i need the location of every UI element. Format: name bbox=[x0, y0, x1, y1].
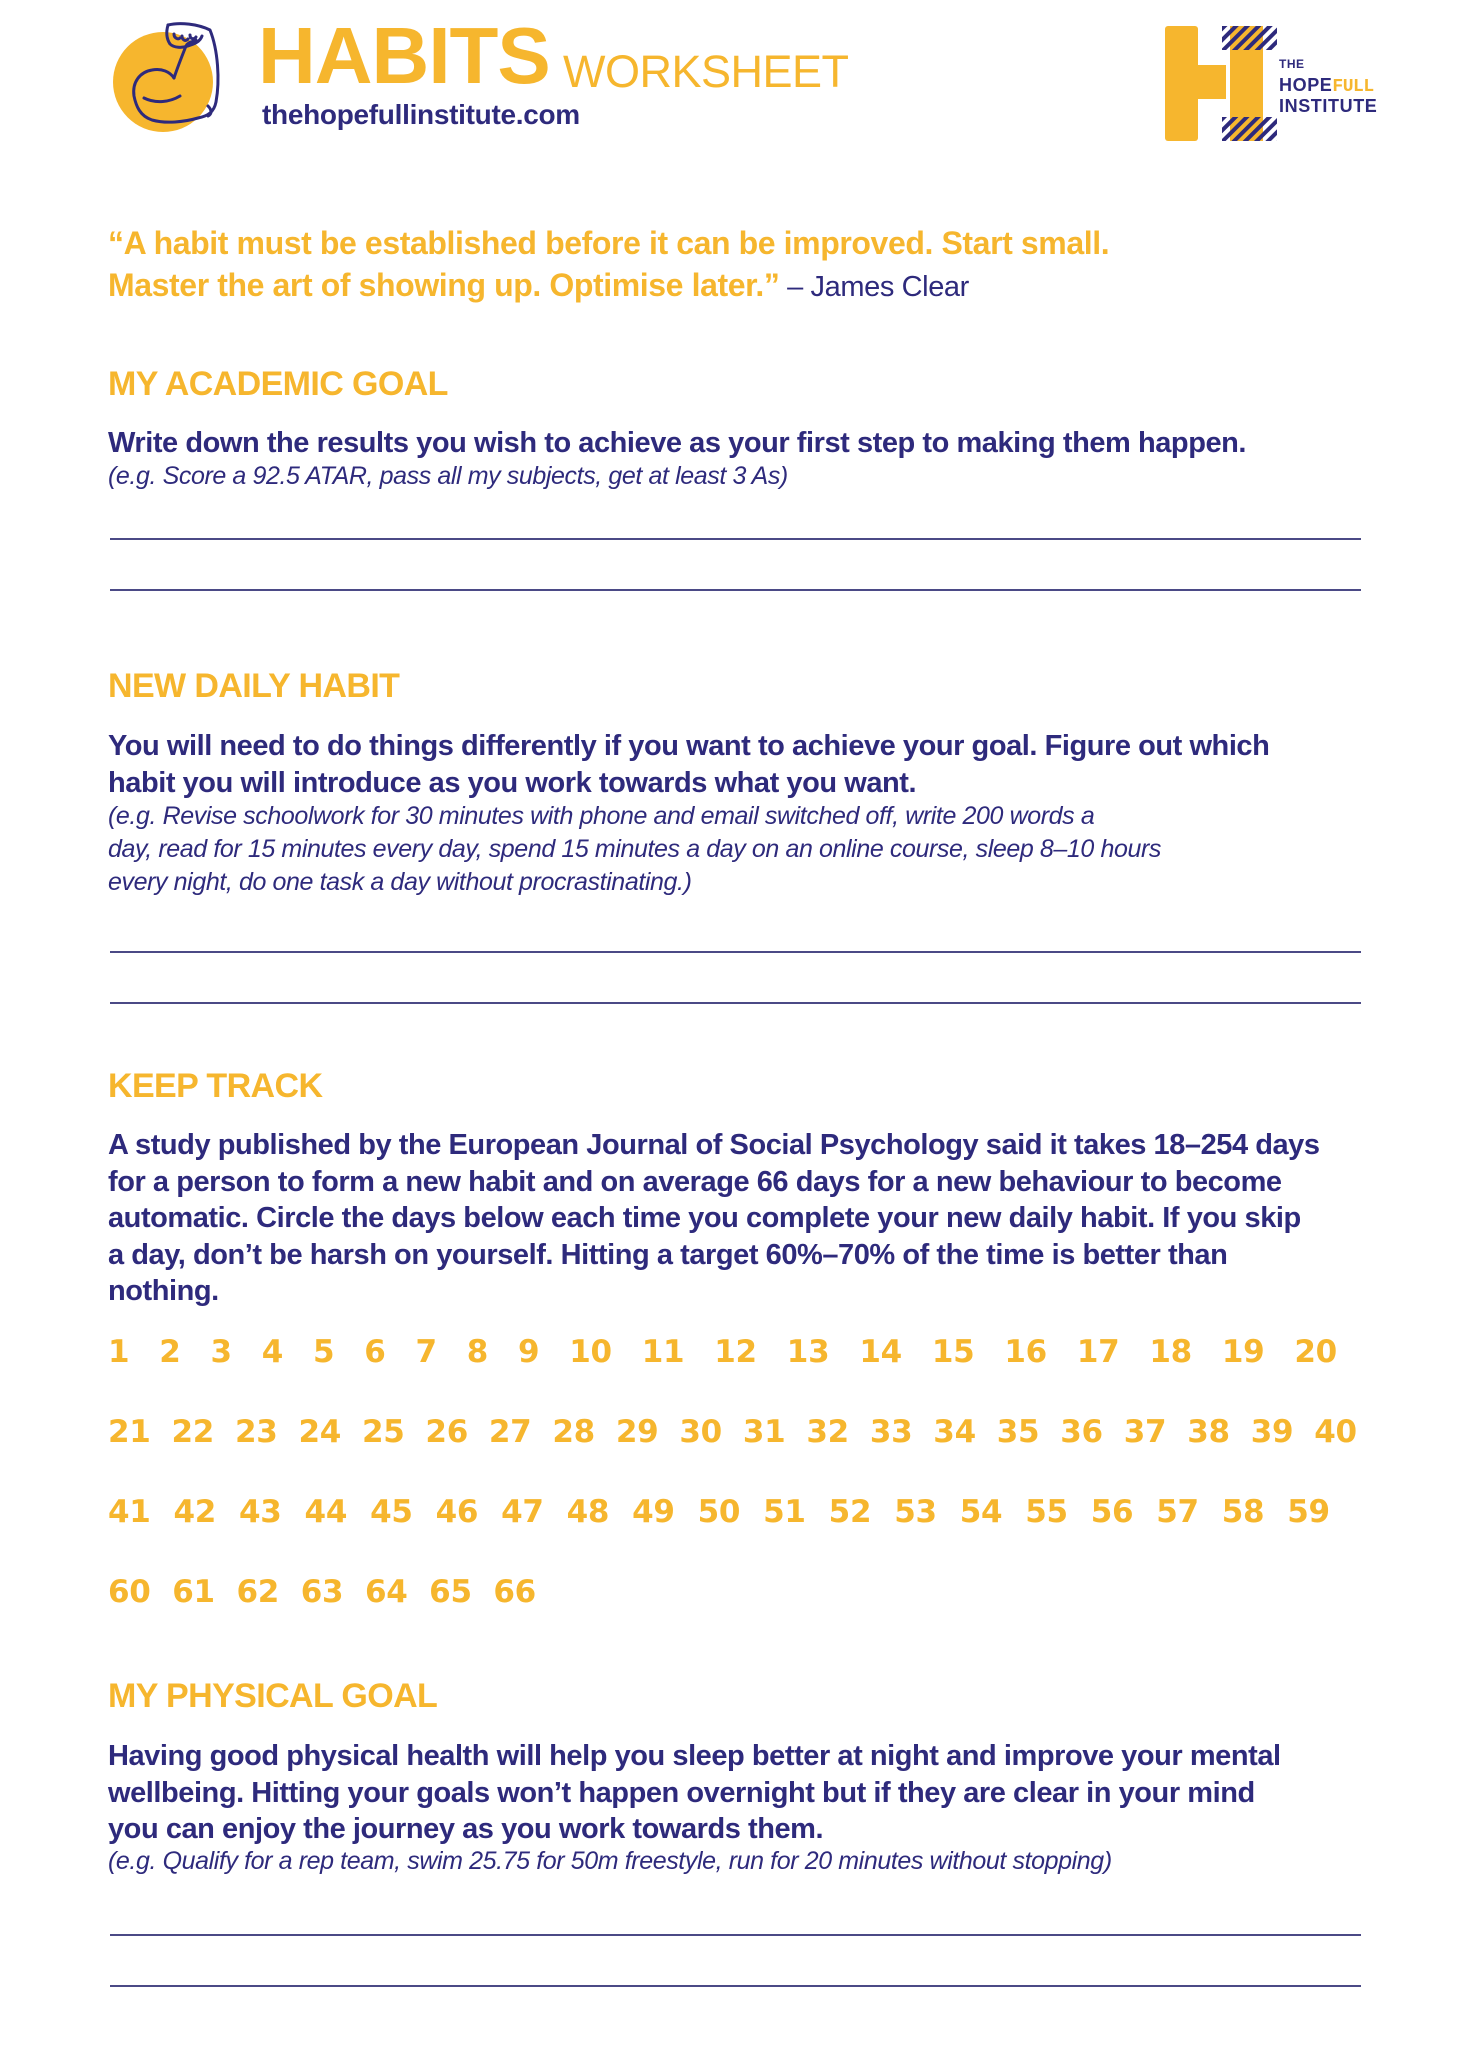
physical-goal-answer-line-1[interactable] bbox=[110, 1934, 1361, 1936]
day-number[interactable]: 18 bbox=[1149, 1334, 1192, 1370]
brand-line-institute: INSTITUTE bbox=[1279, 96, 1378, 116]
day-number[interactable]: 5 bbox=[313, 1334, 335, 1370]
day-number[interactable]: 17 bbox=[1076, 1334, 1120, 1370]
day-number[interactable]: 43 bbox=[239, 1494, 282, 1530]
day-number[interactable]: 34 bbox=[933, 1414, 976, 1450]
day-number[interactable]: 53 bbox=[894, 1494, 937, 1530]
day-number[interactable]: 21 bbox=[108, 1414, 151, 1450]
day-number[interactable]: 24 bbox=[298, 1414, 341, 1450]
day-number[interactable]: 46 bbox=[435, 1494, 479, 1530]
quote bbox=[108, 222, 1408, 308]
daily-habit-example bbox=[108, 800, 1448, 899]
day-number[interactable]: 44 bbox=[304, 1494, 348, 1530]
day-number[interactable]: 64 bbox=[364, 1574, 408, 1610]
day-number[interactable]: 10 bbox=[569, 1334, 612, 1370]
academic-goal-description: Write down the results you wish to achieve as your first step to making them happen. bbox=[108, 427, 1247, 459]
day-number[interactable]: 33 bbox=[869, 1414, 913, 1450]
day-number[interactable]: 35 bbox=[996, 1414, 1040, 1450]
keep-track-description-line: A study published by the European Journal of Social Psychology said it takes 18–254 days bbox=[108, 1129, 1320, 1161]
physical-goal-description-line: wellbeing. Hitting your goals won’t happen overnight but if they are clear in your mind bbox=[108, 1776, 1255, 1809]
day-number[interactable]: 45 bbox=[370, 1494, 413, 1530]
day-number[interactable]: 63 bbox=[300, 1574, 344, 1610]
day-number[interactable]: 38 bbox=[1187, 1414, 1230, 1450]
keep-track-heading: KEEP TRACK bbox=[108, 1067, 323, 1105]
worksheet-title: HABITS bbox=[258, 11, 550, 100]
day-number[interactable]: 57 bbox=[1156, 1494, 1199, 1530]
day-number[interactable]: 26 bbox=[425, 1414, 468, 1450]
day-tracker-row bbox=[108, 1494, 1330, 1530]
day-number[interactable]: 39 bbox=[1250, 1414, 1294, 1450]
day-number[interactable]: 58 bbox=[1221, 1494, 1265, 1530]
day-number[interactable]: 1 bbox=[108, 1334, 130, 1370]
academic-goal-heading: MY ACADEMIC GOAL bbox=[108, 365, 448, 403]
day-tracker-row bbox=[108, 1574, 536, 1610]
brand-hope-text: HOPE bbox=[1279, 75, 1333, 95]
quote-text-2: Master the art of showing up. Optimise later.” bbox=[108, 267, 780, 303]
physical-goal-example: (e.g. Qualify for a rep team, swim 25.75 for 50m freestyle, run for 20 minutes without stopping) bbox=[108, 1847, 1112, 1875]
daily-habit-heading: NEW DAILY HABIT bbox=[108, 667, 400, 705]
day-number[interactable]: 65 bbox=[429, 1574, 472, 1610]
day-number[interactable]: 9 bbox=[518, 1334, 540, 1370]
academic-goal-answer-line-1[interactable] bbox=[110, 538, 1361, 540]
keep-track-description-line: nothing. bbox=[108, 1275, 219, 1307]
academic-goal-example: (e.g. Score a 92.5 ATAR, pass all my subjects, get at least 3 As) bbox=[108, 462, 788, 490]
daily-habit-answer-line-2[interactable] bbox=[110, 1002, 1361, 1004]
daily-habit-description-line: habit you will introduce as you work towards what you want. bbox=[108, 766, 917, 799]
day-number[interactable]: 11 bbox=[641, 1334, 685, 1370]
day-number[interactable]: 66 bbox=[493, 1574, 536, 1610]
daily-habit-example-line: every night, do one task a day without procrastinating.) bbox=[108, 868, 692, 896]
day-tracker-row bbox=[108, 1414, 1357, 1450]
day-number[interactable]: 42 bbox=[173, 1494, 217, 1530]
day-number[interactable]: 51 bbox=[763, 1494, 806, 1530]
brand-line-hopefull bbox=[1279, 76, 1377, 96]
flexed-arm-icon bbox=[108, 20, 248, 140]
day-number[interactable]: 41 bbox=[108, 1494, 151, 1530]
worksheet-subtitle: WORKSHEET bbox=[563, 46, 849, 97]
daily-habit-example-line: (e.g. Revise schoolwork for 30 minutes with phone and email switched off, write 200 words a bbox=[108, 802, 1095, 830]
day-number[interactable]: 25 bbox=[361, 1414, 405, 1450]
day-number[interactable]: 19 bbox=[1221, 1334, 1265, 1370]
day-number[interactable]: 2 bbox=[159, 1334, 181, 1370]
day-number[interactable]: 52 bbox=[828, 1494, 872, 1530]
day-number[interactable]: 37 bbox=[1123, 1414, 1167, 1450]
daily-habit-description bbox=[108, 728, 1428, 801]
day-number[interactable]: 15 bbox=[931, 1334, 975, 1370]
day-number[interactable]: 62 bbox=[236, 1574, 280, 1610]
day-number[interactable]: 27 bbox=[488, 1414, 532, 1450]
keep-track-description bbox=[108, 1127, 1448, 1310]
day-number[interactable]: 59 bbox=[1287, 1494, 1330, 1530]
website-link[interactable]: thehopefullinstitute.com bbox=[262, 99, 580, 130]
day-number[interactable]: 61 bbox=[172, 1574, 215, 1610]
day-number[interactable]: 6 bbox=[364, 1334, 386, 1370]
brand-full-text: FULL bbox=[1332, 77, 1374, 97]
day-number[interactable]: 12 bbox=[714, 1334, 757, 1370]
day-number[interactable]: 3 bbox=[210, 1334, 232, 1370]
day-number[interactable]: 16 bbox=[1004, 1334, 1047, 1370]
daily-habit-answer-line-1[interactable] bbox=[110, 951, 1361, 953]
day-number[interactable]: 60 bbox=[108, 1574, 151, 1610]
quote-author: – James Clear bbox=[779, 271, 969, 303]
day-tracker-row bbox=[108, 1334, 1337, 1370]
quote-line-2 bbox=[108, 264, 1408, 308]
daily-habit-example-line: day, read for 15 minutes every day, spend 15 minutes a day on an online course, sleep 8–10 hours bbox=[108, 835, 1162, 863]
day-number[interactable]: 50 bbox=[697, 1494, 741, 1530]
day-number[interactable]: 30 bbox=[679, 1414, 722, 1450]
day-number[interactable]: 22 bbox=[171, 1414, 215, 1450]
day-number[interactable]: 31 bbox=[742, 1414, 786, 1450]
day-number[interactable]: 8 bbox=[466, 1334, 489, 1370]
day-number[interactable]: 14 bbox=[859, 1334, 902, 1370]
day-number[interactable]: 7 bbox=[415, 1334, 437, 1370]
physical-goal-description-line: you can enjoy the journey as you work towards them. bbox=[108, 1813, 824, 1845]
brand-name bbox=[1279, 58, 1377, 115]
day-number[interactable]: 36 bbox=[1060, 1414, 1103, 1450]
day-number[interactable]: 20 bbox=[1294, 1334, 1337, 1370]
physical-goal-heading: MY PHYSICAL GOAL bbox=[108, 1677, 438, 1715]
day-number[interactable]: 13 bbox=[786, 1334, 830, 1370]
day-number[interactable]: 49 bbox=[632, 1494, 675, 1530]
daily-habit-description-line: You will need to do things differently if you want to achieve your goal. Figure out which bbox=[108, 730, 1270, 762]
physical-goal-answer-line-2[interactable] bbox=[110, 1985, 1361, 1987]
day-number[interactable]: 47 bbox=[501, 1494, 544, 1530]
brand-line-the: THE bbox=[1279, 57, 1305, 71]
physical-goal-description bbox=[108, 1738, 1448, 1848]
day-number[interactable]: 29 bbox=[615, 1414, 659, 1450]
day-number[interactable]: 55 bbox=[1025, 1494, 1068, 1530]
day-number[interactable]: 28 bbox=[552, 1414, 595, 1450]
day-number[interactable]: 40 bbox=[1314, 1414, 1357, 1450]
keep-track-description-line: for a person to form a new habit and on average 66 days for a new behaviour to become bbox=[108, 1165, 1282, 1198]
keep-track-description-line: a day, don’t be harsh on yourself. Hitting a target 60%–70% of the time is better than bbox=[108, 1238, 1228, 1271]
day-number[interactable]: 56 bbox=[1090, 1494, 1134, 1530]
day-number[interactable]: 48 bbox=[566, 1494, 610, 1530]
keep-track-description-line: automatic. Circle the days below each time you complete your new daily habit. If you skip bbox=[108, 1202, 1301, 1234]
quote-line-1: “A habit must be established before it can be improved. Start small. bbox=[108, 225, 1110, 261]
day-number[interactable]: 4 bbox=[261, 1334, 284, 1370]
academic-goal-answer-line-2[interactable] bbox=[110, 589, 1361, 591]
physical-goal-description-line: Having good physical health will help you sleep better at night and improve your mental bbox=[108, 1740, 1281, 1772]
day-number[interactable]: 23 bbox=[234, 1414, 278, 1450]
day-number[interactable]: 54 bbox=[959, 1494, 1003, 1530]
day-number[interactable]: 32 bbox=[806, 1414, 849, 1450]
